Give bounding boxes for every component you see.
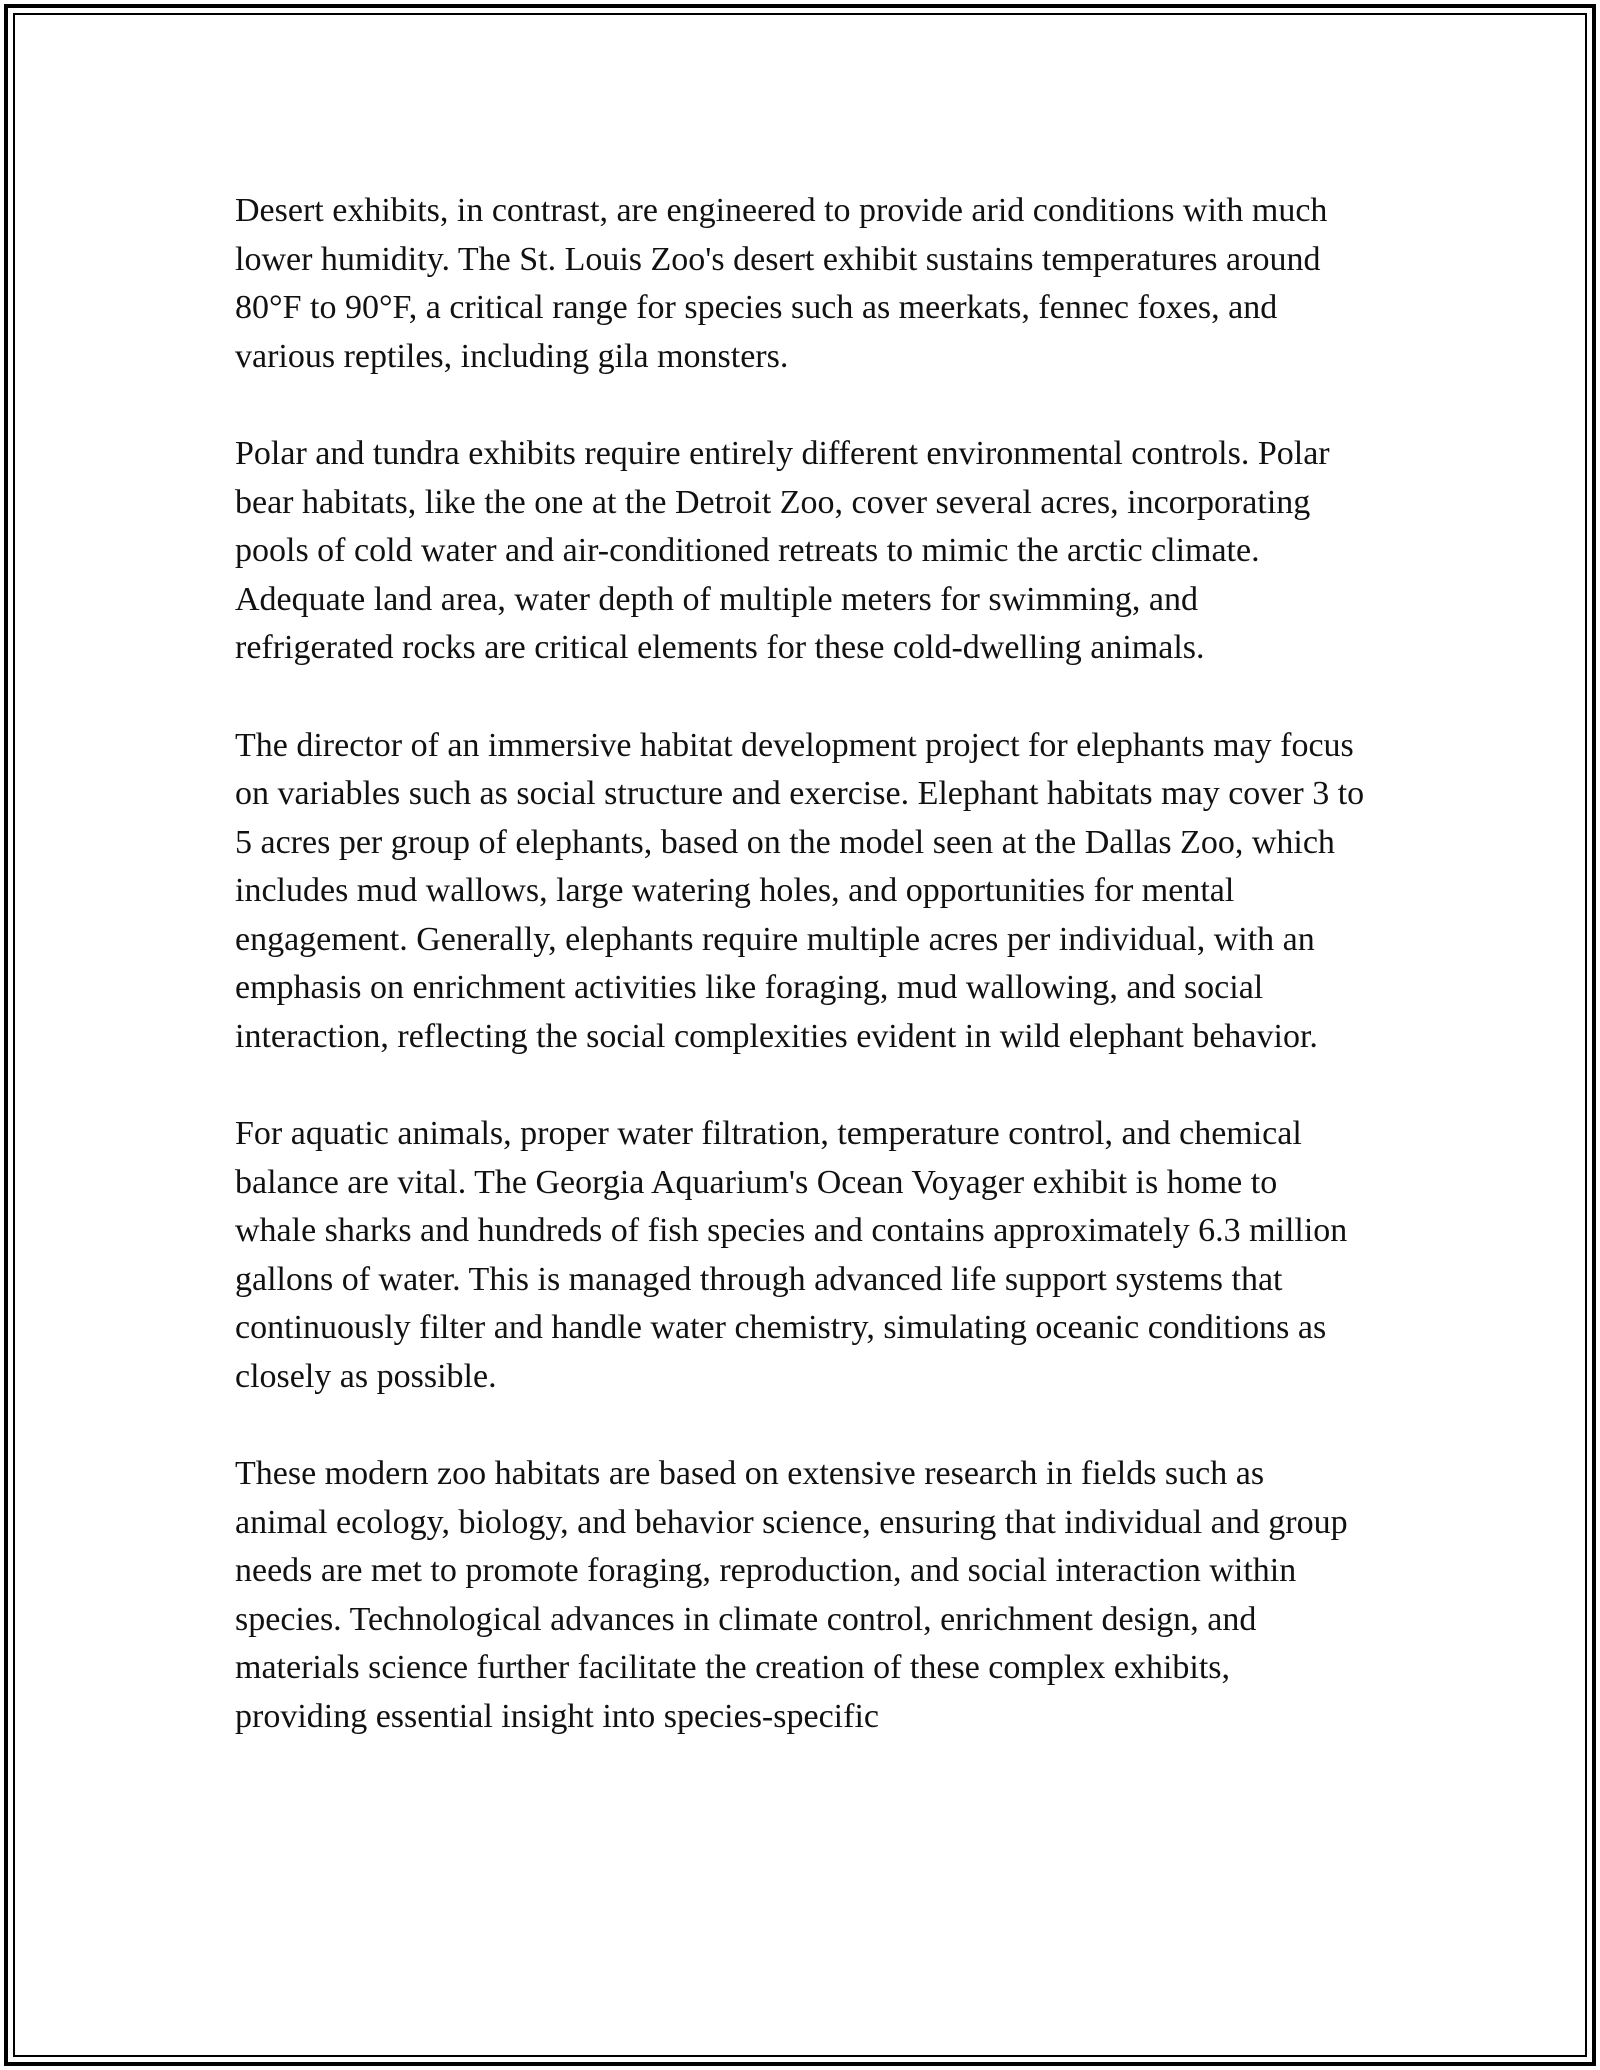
document-body [235,187,1365,1790]
paragraph-polar-tundra-exhibits: Polar and tundra exhibits require entirely different environmental controls. Polar bear habitats, like the one at the Detroit Zoo, cover several acres, incorporating pools of cold water and air-conditioned retreats to mimic the arctic climate. Adequate land area, water depth of multiple meters for swimming, and refrigerated rocks are critical elements for these cold-dwelling animals. [235,435,1330,666]
paragraph-elephant-habitats: The director of an immersive habitat development project for elephants may focus on variables such as social structure and exercise. Elephant habitats may cover 3 to 5 acres per group of elephants, based on the model seen at the Dallas Zoo, which includes mud wallows, large watering holes, and opportunities for mental engagement. Generally, elephants require multiple acres per individual, with an emphasis on enrichment activities like foraging, mud wallowing, and social interaction, reflecting the social complexities evident in wild elephant behavior. [235,726,1365,1055]
paragraph-modern-zoo-habitats: These modern zoo habitats are based on extensive research in fields such as animal ecology, biology, and behavior science, ensuring that individual and group needs are met to promote foraging, reproduction, and social interaction within species. Technological advances in climate control, enrichment design, and materials science further facilitate the creation of these complex exhibits, providing essential insight into species-specific [235,1455,1348,1735]
paragraph-aquatic-animals: For aquatic animals, proper water filtration, temperature control, and chemical balance are vital. The Georgia Aquarium's Ocean Voyager exhibit is home to whale sharks and hundreds of fish species and contains approximately 6.3 million gallons of water. This is managed through advanced life support systems that continuously filter and handle water chemistry, simulating oceanic conditions as closely as possible. [235,1115,1348,1395]
paragraph-desert-exhibits: Desert exhibits, in contrast, are engineered to provide arid conditions with much lower humidity. The St. Louis Zoo's desert exhibit sustains temperatures around 80°F to 90°F, a critical range for species such as meerkats, fennec foxes, and various reptiles, including gila monsters. [235,192,1328,375]
